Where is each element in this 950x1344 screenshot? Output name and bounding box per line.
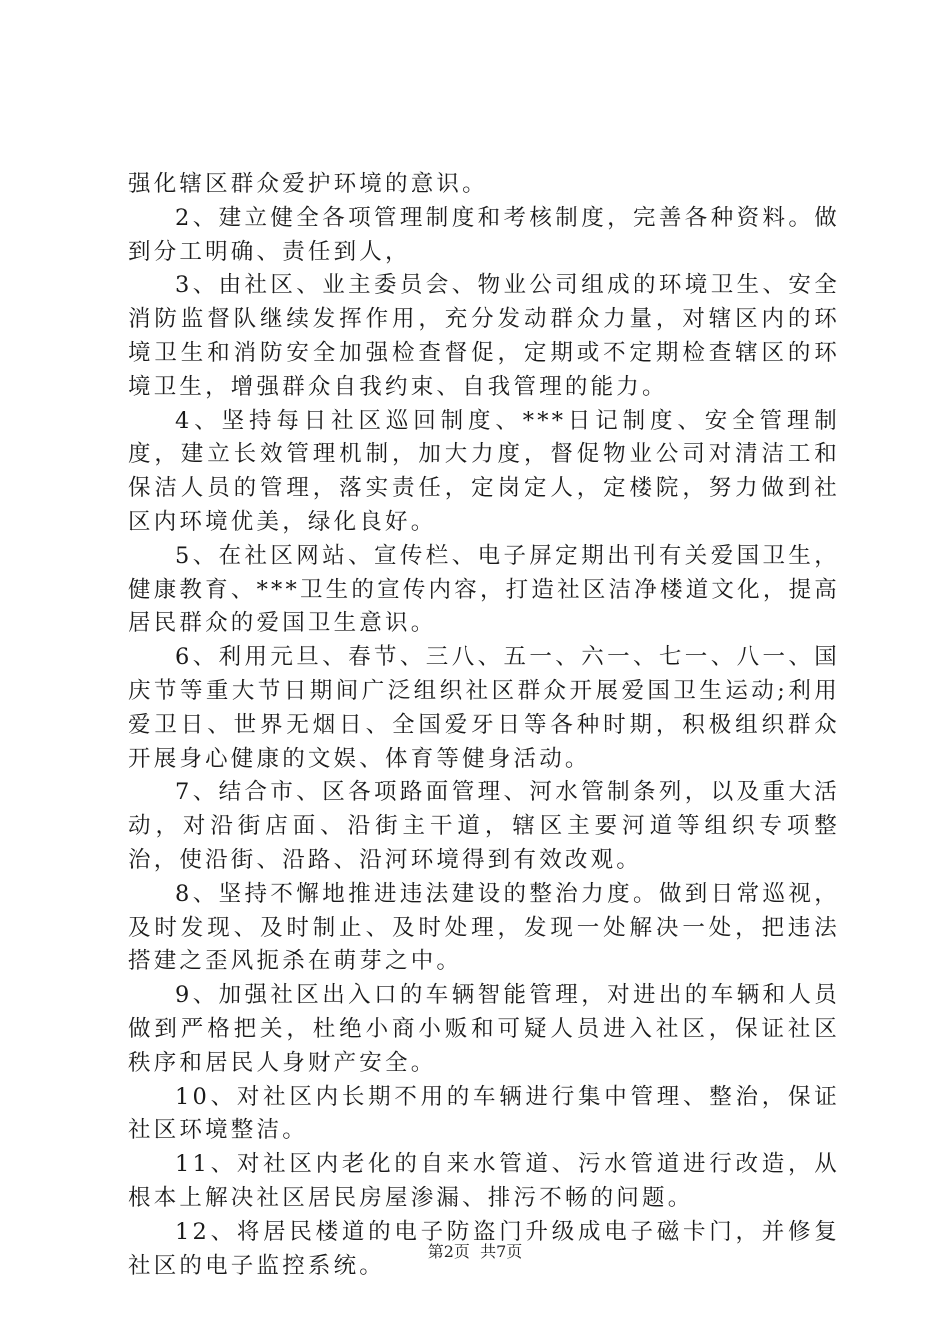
paragraph: 12、将居民楼道的电子防盗门升级成电子磁卡门，并修复社区的电子监控系统。 (128, 1218, 840, 1279)
paragraph: 5、在社区网站、宣传栏、电子屏定期出刊有关爱国卫生，健康教育、***卫生的宣传内容，打造社区洁净楼道文化，提高居民群众的爱国卫生意识。 (128, 542, 840, 637)
paragraph: 7、结合市、区各项路面管理、河水管制条列，以及重大活动，对沿街店面、沿街主干道，辖区主要河道等组织专项整治，使沿街、沿路、沿河环境得到有效改观。 (128, 779, 840, 873)
paragraph: 10、对社区内长期不用的车辆进行集中管理、整治，保证社区环境整洁。 (128, 1083, 840, 1144)
paragraph: 9、加强社区出入口的车辆智能管理，对进出的车辆和人员做到严格把关，杜绝小商小贩和可疑人员进入社区，保证社区秩序和居民人身财产安全。 (128, 982, 840, 1076)
paragraph: 8、坚持不懈地推进违法建设的整治力度。做到日常巡视，及时发现、及时制止、及时处理，发现一处解决一处，把违法搭建之歪风扼杀在萌芽之中。 (128, 880, 840, 975)
paragraph: 6、利用元旦、春节、三八、五一、六一、七一、八一、国庆节等重大节日期间广泛组织社区群众开展爱国卫生运动;利用爱卫日、世界无烟日、全国爱牙日等各种时期，积极组织群众开展身心健康的文娱、体育等健身活动。 (128, 644, 840, 772)
paragraph: 4、坚持每日社区巡回制度、***日记制度、安全管理制度，建立长效管理机制，加大力度，督促物业公司对清洁工和保洁人员的管理，落实责任，定岗定人，定楼院，努力做到社区内环境优美，绿化良好。 (128, 407, 840, 535)
page-footer (0, 1242, 950, 1262)
paragraph: 3、由社区、业主委员会、物业公司组成的环境卫生、安全消防监督队继续发挥作用，充分发动群众力量，对辖区内的环境卫生和消防安全加强检查督促，定期或不定期检查辖区的环境卫生，增强群众自我约束、自我管理的能力。 (128, 272, 840, 400)
paragraph: 强化辖区群众爱护环境的意识。 (128, 171, 488, 197)
page-number-label: 第2页 共7页 (427, 1242, 523, 1261)
paragraph: 11、对社区内老化的自来水管道、污水管道进行改造，从根本上解决社区居民房屋渗漏、排污不畅的问题。 (128, 1151, 840, 1211)
document-body (128, 168, 840, 1283)
paragraph: 2、建立健全各项管理制度和考核制度，完善各种资料。做到分工明确、责任到人， (128, 204, 840, 265)
